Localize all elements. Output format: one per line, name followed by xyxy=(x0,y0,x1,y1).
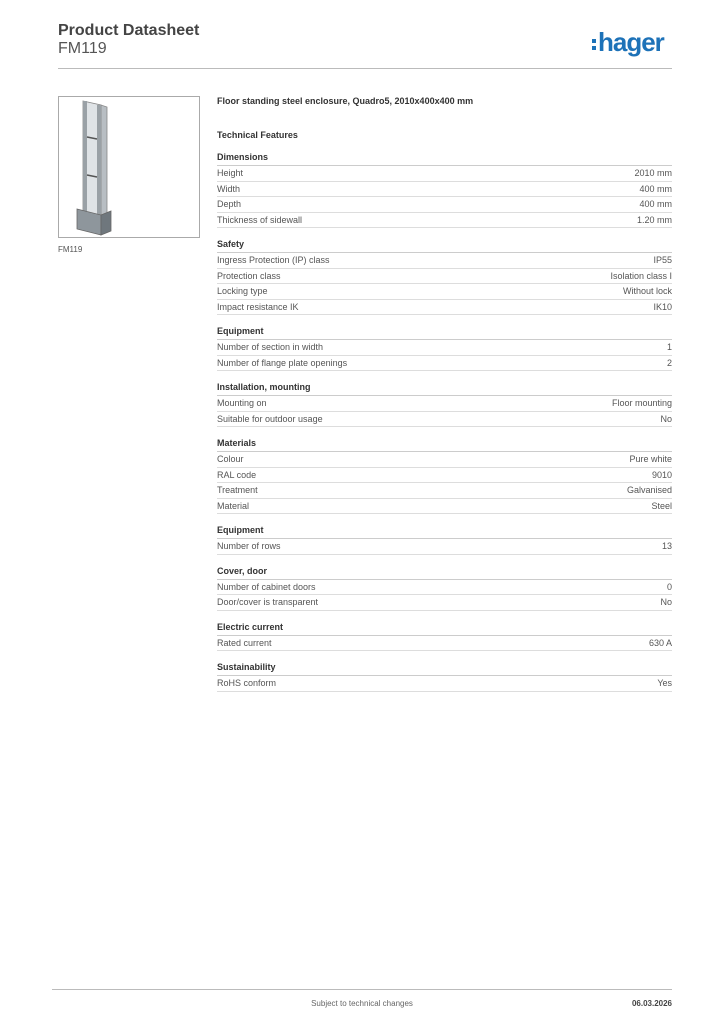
feature-value: IK10 xyxy=(653,301,672,312)
feature-label: Height xyxy=(217,168,244,178)
feature-row xyxy=(217,499,672,515)
feature-row xyxy=(217,300,672,316)
feature-value: 9010 xyxy=(651,469,672,480)
feature-label: Number of section in width xyxy=(217,342,324,352)
feature-value: 1 xyxy=(666,342,672,352)
feature-label: Treatment xyxy=(217,485,258,495)
feature-row xyxy=(217,539,672,555)
feature-row xyxy=(217,340,672,356)
feature-label: Colour xyxy=(217,454,244,464)
feature-label: Impact resistance IK xyxy=(217,301,299,312)
feature-section xyxy=(217,152,672,228)
feature-label: Number of cabinet doors xyxy=(217,581,316,592)
feature-value: 400 mm xyxy=(639,183,672,194)
feature-label: Rated current xyxy=(217,637,272,648)
feature-value: 1.20 mm xyxy=(636,214,672,225)
feature-label: Mounting on xyxy=(217,398,267,408)
feature-label: Protection class xyxy=(217,270,281,281)
feature-value: 2010 mm xyxy=(634,168,672,178)
feature-value: Steel xyxy=(651,500,672,511)
feature-row xyxy=(217,396,672,412)
section-title: Installation, mounting xyxy=(217,382,672,396)
feature-label: Locking type xyxy=(217,286,268,296)
section-title: Equipment xyxy=(217,326,672,340)
feature-section xyxy=(217,438,672,514)
feature-label: Ingress Protection (IP) class xyxy=(217,255,330,265)
header-divider xyxy=(58,68,672,69)
feature-row xyxy=(217,213,672,229)
footer-date: 06.03.2026 xyxy=(631,999,672,1008)
logo-text: hager xyxy=(598,27,664,57)
section-title: Cover, door xyxy=(217,566,672,580)
document-title: Product Datasheet xyxy=(58,22,200,39)
feature-row xyxy=(217,284,672,300)
feature-section xyxy=(217,566,672,611)
feature-value: Isolation class I xyxy=(610,270,672,281)
logo-dots-icon xyxy=(592,36,596,53)
feature-section xyxy=(217,525,672,555)
feature-row xyxy=(217,580,672,596)
footer-note: Subject to technical changes xyxy=(311,999,413,1008)
technical-features-title: Technical Features xyxy=(217,130,298,140)
feature-row xyxy=(217,166,672,182)
feature-row xyxy=(217,483,672,499)
feature-row xyxy=(217,636,672,652)
enclosure-illustration-icon xyxy=(59,97,199,237)
feature-value: 400 mm xyxy=(639,199,672,209)
product-image xyxy=(58,96,200,238)
feature-row xyxy=(217,269,672,285)
feature-label: Number of rows xyxy=(217,541,281,551)
section-title: Materials xyxy=(217,438,672,452)
section-title: Sustainability xyxy=(217,662,672,676)
feature-value: No xyxy=(660,597,672,607)
feature-value: Without lock xyxy=(622,286,672,296)
feature-value: Floor mounting xyxy=(611,398,672,408)
feature-label: Depth xyxy=(217,199,242,209)
feature-sections xyxy=(217,152,672,692)
product-code: FM119 xyxy=(58,40,107,57)
feature-label: Width xyxy=(217,183,241,194)
feature-value: 2 xyxy=(666,357,672,368)
feature-section xyxy=(217,622,672,652)
feature-section xyxy=(217,239,672,315)
feature-label: Material xyxy=(217,500,250,511)
feature-row xyxy=(217,468,672,484)
feature-label: Suitable for outdoor usage xyxy=(217,413,323,424)
feature-section xyxy=(217,326,672,371)
feature-row xyxy=(217,676,672,692)
feature-value: 630 A xyxy=(648,637,672,648)
product-description: Floor standing steel enclosure, Quadro5, 2010x400x400 mm xyxy=(217,96,474,106)
datasheet-content xyxy=(217,96,672,703)
feature-value: Yes xyxy=(657,678,672,688)
image-caption: FM119 xyxy=(58,245,83,254)
feature-label: Door/cover is transparent xyxy=(217,597,319,607)
feature-row xyxy=(217,452,672,468)
feature-row xyxy=(217,253,672,269)
section-title: Safety xyxy=(217,239,672,253)
feature-value: 0 xyxy=(666,581,672,592)
feature-section xyxy=(217,382,672,427)
feature-row xyxy=(217,197,672,213)
feature-label: RoHS conform xyxy=(217,678,277,688)
feature-row xyxy=(217,412,672,428)
feature-value: Galvanised xyxy=(626,485,672,495)
footer-divider xyxy=(52,989,672,990)
feature-row xyxy=(217,182,672,198)
feature-label: Thickness of sidewall xyxy=(217,214,303,225)
section-title: Equipment xyxy=(217,525,672,539)
feature-label: RAL code xyxy=(217,469,257,480)
feature-section xyxy=(217,662,672,692)
feature-value: 13 xyxy=(661,541,672,551)
section-title: Electric current xyxy=(217,622,672,636)
section-title: Dimensions xyxy=(217,152,672,166)
feature-row xyxy=(217,356,672,372)
feature-label: Number of flange plate openings xyxy=(217,357,348,368)
feature-value: No xyxy=(660,413,672,424)
feature-value: Pure white xyxy=(629,454,672,464)
hager-logo xyxy=(592,27,664,58)
feature-row xyxy=(217,595,672,611)
feature-value: IP55 xyxy=(653,255,672,265)
